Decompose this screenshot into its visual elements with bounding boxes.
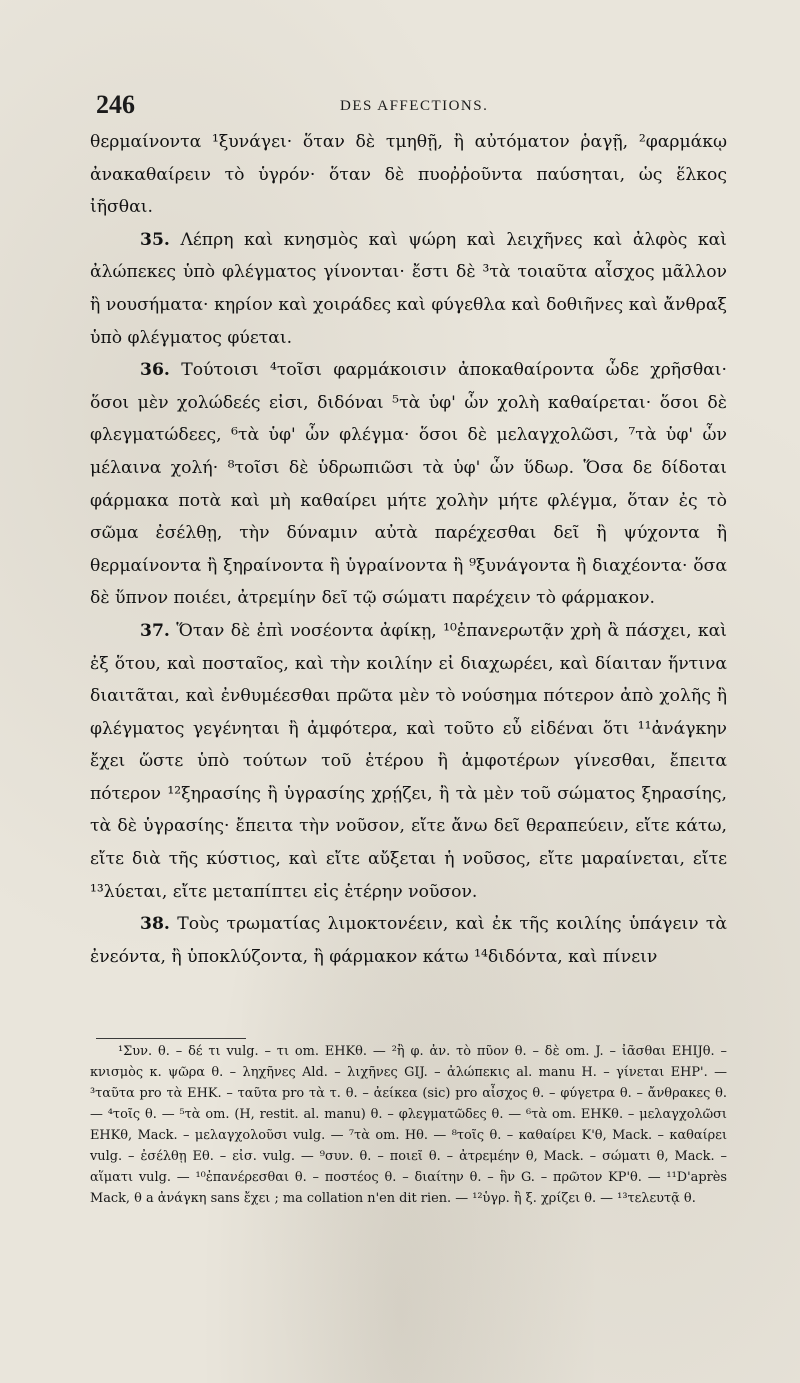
paragraph-text: θερμαίνοντα ¹ξυνάγει· ὅταν δὲ τμηθῇ, ἢ αὐτόματον ῥαγῇ, ²φαρμάκῳ ἀνακαθαίρειν τὸ ὑγρόν· ὅταν δὲ πυοῤῥοῦντα παύσηται, ὡς ἕλκος ἰῆσθαι. xyxy=(90,132,727,218)
footnotes xyxy=(90,1041,727,1209)
main-text xyxy=(90,126,727,973)
running-title: DES AFFECTIONS. xyxy=(340,98,489,114)
paragraph-text: Λέπρη καὶ κνησμὸς καὶ ψώρη καὶ λειχῆνες καὶ ἀλφὸς καὶ ἀλώπεκες ὑπὸ φλέγματος γίνονται· ἔστι δὲ ³τὰ τοιαῦτα αἶσχος μᾶλλον ἢ νουσήματα· κηρίον καὶ χοιράδες καὶ φύγεθλα καὶ δοθιῆνες καὶ ἄνθραξ ὑπὸ φλέγματος φύεται. xyxy=(90,229,728,348)
page-header xyxy=(96,90,736,130)
paragraph-continuation xyxy=(90,126,727,224)
paragraph-38 xyxy=(90,908,727,973)
paragraph-36 xyxy=(90,354,727,615)
footnote-text: ¹Συν. θ. – δέ τι vulg. – τι om. EHKθ. — ²ἢ φ. ἀν. τὸ πῦον θ. – δὲ om. J. – ἰᾶσθαι EHIJθ. – κνισμὸς κ. ψῶρα θ. – ληχῆνες Ald. – λιχῆνες GIJ. – ἀλώπεκις al. manu H. – γίνεται EHP'. — ³ταῦτα pro τὰ EHK. – ταῦτα pro τὰ τ. θ. – ἀείκεα (sic) pro αἶσχος θ. – φύγετρα θ. – ἄνθρακες θ. — ⁴τοῖς θ. — ⁵τὰ om. (H, restit. al. manu) θ. – φλεγματῶδες θ. — ⁶τὰ om. EHKθ. – μελαγχολῶσι EHKθ, Mack. – μελαγχολοῦσι vulg. — ⁷τὰ om. Hθ. — ⁸τοῖς θ. – καθαίρει K'θ, Mack. – καθαίρει vulg. – ἐσέλθῃ Eθ. – εἰσ. vulg. — ⁹συν. θ. – ποιεῖ θ. – ἀτρεμέην θ, Mack. – σώματι θ, Mack. – αἵματι vulg. — ¹⁰ἐπανέρεσθαι θ. – ποστέος θ. – διαίτην θ. – ἣν G. – πρῶτον KP'θ. — ¹¹D'après Mack, θ a ἀνάγκη sans ἔχει ; ma collation n'en dit rien. — ¹²ὑγρ. ἢ ξ. χρίζει θ. — ¹³τελευτᾷ θ. xyxy=(90,1044,727,1206)
paragraph-text: Ὅταν δὲ ἐπὶ νοσέοντα ἀφίκῃ, ¹⁰ἐπανερωτᾷν χρὴ ἃ πάσχει, καὶ ἐξ ὅτου, καὶ ποσταῖος, καὶ τὴν κοιλίην εἰ διαχωρέει, καὶ δίαιταν ἥντινα διαιτᾶται, καὶ ἐνθυμέεσθαι πρῶτα μὲν τὸ νούσημα πότερον ἀπὸ χολῆς ἢ φλέγματος γεγένηται ἢ ἀμφότερα, καὶ τοῦτο εὖ εἰδέναι ὅτι ¹¹ἀνάγκην ἔχει ὥστε ὑπὸ τούτων τοῦ ἑτέρου ἢ ἀμφοτέρων γίνεσθαι, ἔπειτα πότερον ¹²ξηρασίης ἢ ὑγρασίης χρῄζει, ἢ τὰ μὲν τοῦ σώματος ξηρασίης, τὰ δὲ ὑγρασίης· ἔπειτα τὴν νοῦσον, εἴτε ἄνω δεῖ θεραπεύειν, εἴτε κάτω, εἴτε διὰ τῆς κύστιος, καὶ εἴτε αὔξεται ἡ νοῦσος, εἴτε μαραίνεται, εἴτε ¹³λύεται, εἴτε μεταπίπτει εἰς ἑτέρην νοῦσον. xyxy=(90,620,728,902)
paragraph-number: 37. xyxy=(140,620,170,641)
paragraph-text: Τούτοισι ⁴τοῖσι φαρμάκοισιν ἀποκαθαίροντα ὧδε χρῆσθαι· ὅσοι μὲν χολώδεές εἰσι, διδόναι ⁵τὰ ὑφ' ὧν χολὴ καθαίρεται· ὅσοι δὲ φλεγματώδεες, ⁶τὰ ὑφ' ὧν φλέγμα· ὅσοι δὲ μελαγχολῶσι, ⁷τὰ ὑφ' ὧν μέλαινα χολή· ⁸τοῖσι δὲ ὑδρωπιῶσι τὰ ὑφ' ὧν ὕδωρ. Ὅσα δε δίδοται φάρμακα ποτὰ καὶ μὴ καθαίρει μήτε χολὴν μήτε φλέγμα, ὅταν ἐς τὸ σῶμα ἐσέλθῃ, τὴν δύναμιν αὐτὰ παρέχεσθαι δεῖ ἢ ψύχοντα ἢ θερμαίνοντα ἢ ξηραίνοντα ἢ ὑγραίνοντα ἢ ⁹ξυνάγοντα ἢ διαχέοντα· ὅσα δὲ ὕπνον ποιέει, ἀτρεμίην δεῖ τῷ σώματι παρέχειν τὸ φάρμακον. xyxy=(90,360,727,609)
paragraph-number: 36. xyxy=(140,360,170,381)
page-number: 246 xyxy=(96,90,135,119)
footnote-divider xyxy=(96,1038,246,1039)
paragraph-35 xyxy=(90,224,727,354)
paragraph-number: 35. xyxy=(140,229,170,250)
paragraph-text: Τοὺς τρωματίας λιμοκτονέειν, καὶ ἐκ τῆς κοιλίης ὑπάγειν τὰ ἐνεόντα, ἢ ὑποκλύζοντα, ἢ φάρμακον κάτω ¹⁴διδόντα, καὶ πίνειν xyxy=(90,914,727,967)
paragraph-37 xyxy=(90,615,727,908)
paragraph-number: 38. xyxy=(140,914,170,935)
